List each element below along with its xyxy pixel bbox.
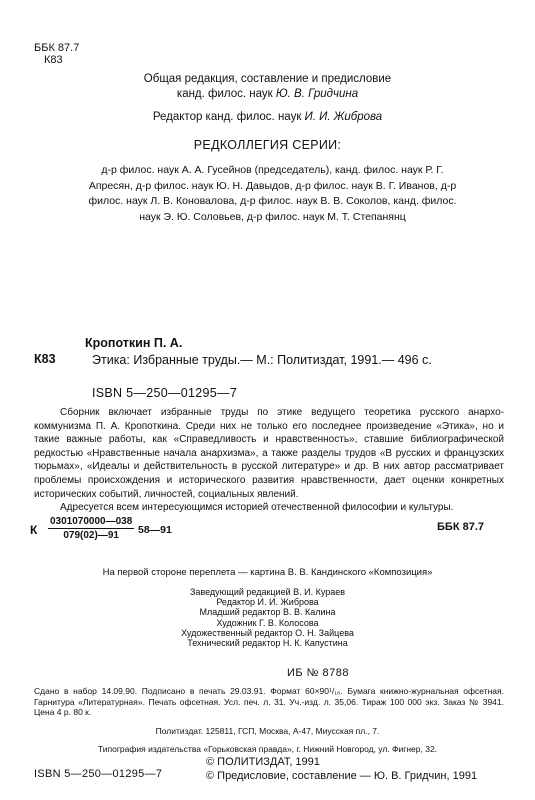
printer-address: Типография издательства «Горьковская правда», г. Нижний Новгород, ул. Фигнер, 32. (97, 744, 438, 754)
editor-degree: Редактор канд. филос. наук (152, 111, 305, 123)
staff-line: Художественный редактор О. Н. Зайцева (181, 627, 354, 638)
class-numerator: 0301070000—038 (50, 516, 133, 527)
staff-line: Художник Г. В. Колосова (216, 617, 319, 628)
staff-line: Редактор И. И. Жиброва (216, 597, 319, 608)
board-title: РЕДКОЛЛЕГИЯ СЕРИИ: (193, 138, 342, 152)
copyright-compiler: © Предисловие, составление — Ю. В. Гридчин, 1991 (206, 770, 478, 782)
board-members: д-р филос. наук А. А. Гусейнов (председатель), канд. филос. наук Р. Г. Апресян, д-р филос. наук Ю. Н. Давыдов, д-р филос. наук В. Г. Иванов, д-р филос. наук Л. В. Коновалова, д-р филос. наук В. В. Соколов, канд. филос. наук Э. Ю. Соловьев, д-р филос. наук М. Т. Степанянц (88, 164, 457, 223)
record-code: К83 (34, 352, 56, 366)
editor-name: И. И. Жиброва (304, 111, 383, 123)
print-details: Сдано в набор 14.09.90. Подписано в печать 29.03.91. Формат 60×90¹/₁₆. Бумага книжно-журнальная офсетная. Гарнитура «Литературная». Печать офсетная. Усл. печ. л. 31. Уч.-изд. л. 35,06. Тираж 100 000 экз. Заказ № 3941. Цена 4 р. 80 к. (34, 686, 504, 718)
record-isbn: ISBN 5—250—01295—7 (92, 386, 238, 400)
author-code: К83 (44, 54, 63, 66)
record-title: Этика: Избранные труды.— М.: Политиздат, 1991.— 496 с. (92, 353, 432, 367)
class-fraction (48, 516, 134, 541)
class-letter: К (30, 523, 38, 537)
staff-list (0, 587, 535, 648)
compiler-name: Ю. В. Гридчина (275, 88, 359, 100)
bbk-header (34, 42, 79, 66)
staff-line: Технический редактор Н. К. Капустина (187, 638, 348, 649)
record-author: Кропоткин П. А. (85, 336, 183, 350)
copyright-publisher: © ПОЛИТИЗДАТ, 1991 (206, 756, 320, 768)
class-code: 58—91 (138, 524, 172, 536)
ib-number: ИБ № 8788 (287, 667, 350, 679)
class-denominator: 079(02)—91 (63, 530, 119, 541)
editorial-credits (0, 72, 535, 102)
compiler-degree: канд. филос. наук (176, 88, 276, 100)
staff-line: Младший редактор В. В. Калина (199, 607, 336, 618)
annotation-paragraph: Сборник включает избранные труды по этике ведущего теоретика русского анархо-коммунизма П. А. Кропоткина. Среди них не только его последнее произведение «Этика», но и такие важные работы, как «Справедливость и нравственность», ставшие библиографической редкостью «Нравственные начала анархизма», а также разделы трудов «В русских и французских тюрьмах», «Идеалы и действительность в русской литературе» и др. В них автор рассматривает проблемы происхождения и исторического развития нравственности, дает оценки конкретных исторических событий, личностей, социальных явлений. (34, 407, 504, 500)
annotation-audience: Адресуется всем интересующимся историей отечественной философии и культуры. (60, 502, 454, 514)
bbk-index: ББК 87.7 (34, 42, 80, 54)
footer-isbn: ISBN 5—250—01295—7 (34, 768, 163, 780)
publisher-address: Политиздат. 125811, ГСП, Москва, А-47, Миусская пл., 7. (155, 726, 380, 736)
editor-credit (0, 111, 535, 123)
annotation (34, 406, 504, 515)
cover-note: На первой стороне переплета — картина В. В. Кандинского «Композиция» (102, 567, 433, 578)
bbk-bottom: ББК 87.7 (437, 521, 484, 533)
editorial-line: Общая редакция, составление и предисловие (143, 73, 392, 85)
editorial-compiler (0, 87, 535, 102)
staff-line: Заведующий редакцией В. И. Кураев (189, 587, 346, 597)
